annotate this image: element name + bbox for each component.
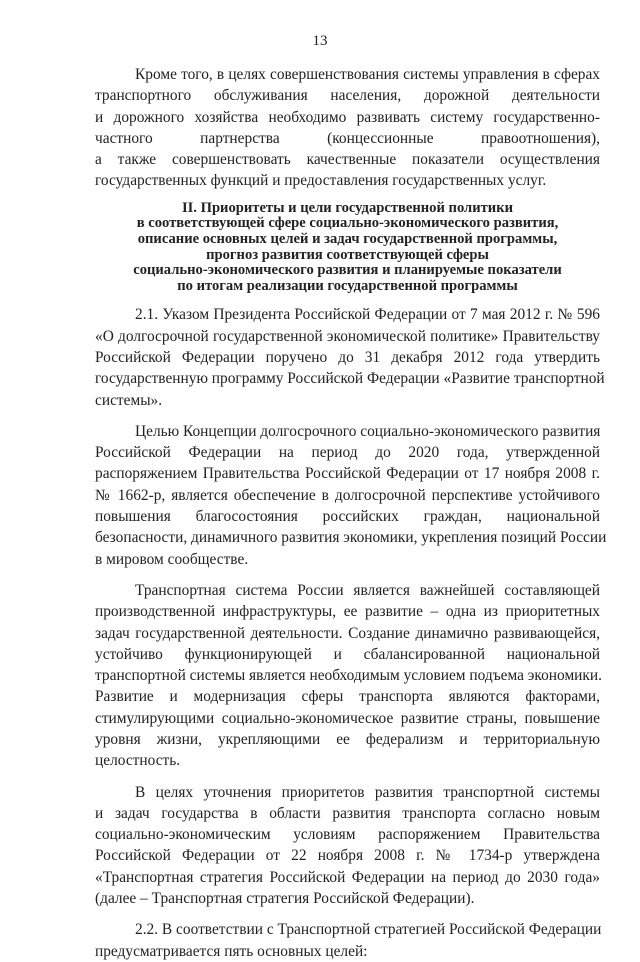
text-line: системы». [95,391,163,409]
text-line: устойчиво функционирующей и сбалансированной национальной [95,645,600,663]
document-body [95,64,607,962]
text-line: социально-экономическим условиям распоряжением Правительства [95,826,600,844]
text-line: транспортного обслуживания населения, дорожной деятельности [95,87,600,105]
text-line: 2.2. В соответствии с Транспортной стратегией Российской Федерации [135,921,602,939]
text-line: Развитие и модернизация сферы транспорта являются факторами, [95,688,600,706]
text-line: «О долгосрочной государственной экономической политике» Правительству [95,327,600,345]
text-line: уровня жизни, укрепляющими ее федерализм и территориальную [95,730,600,748]
text-line: Российской Федерации поручено до 31 декабря 2012 года утвердить [95,348,600,366]
text-line: Транспортная система России является важнейшей составляющей [135,581,600,599]
text-line: Целью Концепции долгосрочного социально-экономического развития [135,422,601,440]
text-line: и задач государства в области развития транспорта согласно новым [95,804,600,822]
heading-line: в соответствующей сфере социально-экономического развития, [136,215,559,232]
text-line: в мировом сообществе. [95,550,249,568]
text-line: целостность. [95,752,181,770]
paragraph-2-2 [95,919,600,962]
text-line: повышения благосостояния российских граждан, национальной [95,508,600,526]
section-heading [95,201,600,295]
text-line: Российской Федерации на период до 2020 года, утвержденной [95,444,600,462]
paragraph-2-1 [95,304,605,410]
text-line: частного партнерства (концессионные правоотношения), [95,129,600,147]
text-line: транспортной системы является необходимым условием подъема экономики. [95,667,602,685]
heading-line: прогноз развития соответствующей сферы [206,246,489,263]
text-line: В целях уточнения приоритетов развития транспортной системы [135,783,600,801]
intro-paragraph [95,64,600,192]
text-line: государственных функций и предоставления государственных услуг. [95,172,547,190]
text-line: № 1662-р, является обеспечение в долгосрочной перспективе устойчивого [95,486,600,504]
text-line: 2.1. Указом Президента Российской Федерации от 7 мая 2012 г. № 596 [135,306,600,324]
text-line: «Транспортная стратегия Российской Федерации на период до 2030 года» [95,868,600,886]
text-line: безопасности, динамичного развития экономики, укрепления позиций России [95,529,607,547]
paragraph-transport-system [95,580,600,772]
text-line: стимулирующими социально-экономическое развитие страны, повышение [95,709,600,727]
text-line: Российской Федерации от 22 ноября 2008 г. № 1734-р утверждена [95,847,600,865]
paragraph-concept-goal [95,421,607,570]
text-line: государственную программу Российской Федерации «Развитие транспортной [95,370,605,388]
heading-line: социально-экономического развития и планируемые показатели [133,262,562,279]
text-line: Кроме того, в целях совершенствования системы управления в сферах [135,66,600,83]
paragraph-transport-strategy [95,782,600,910]
text-line: а также совершенствовать качественные показатели осуществления [95,151,600,169]
text-line: и дорожного хозяйства необходимо развивать систему государственно- [95,108,600,126]
page-number: 13 [312,33,328,49]
text-line: производственной инфраструктуры, ее развитие – одна из приоритетных [95,603,600,621]
heading-line: описание основных целей и задач государственной программы, [137,230,558,247]
heading-line: по итогам реализации государственной программы [177,277,518,294]
text-line: распоряжением Правительства Российской Федерации от 17 ноября 2008 г. [95,465,600,483]
text-line: предусматривается пять основных целей: [95,942,368,960]
text-line: задач государственной деятельности. Создание динамично развивающейся, [95,624,600,642]
text-line: (далее – Транспортная стратегия Российской Федерации). [95,890,475,908]
heading-line: II. Приоритеты и цели государственной политики [181,199,514,216]
